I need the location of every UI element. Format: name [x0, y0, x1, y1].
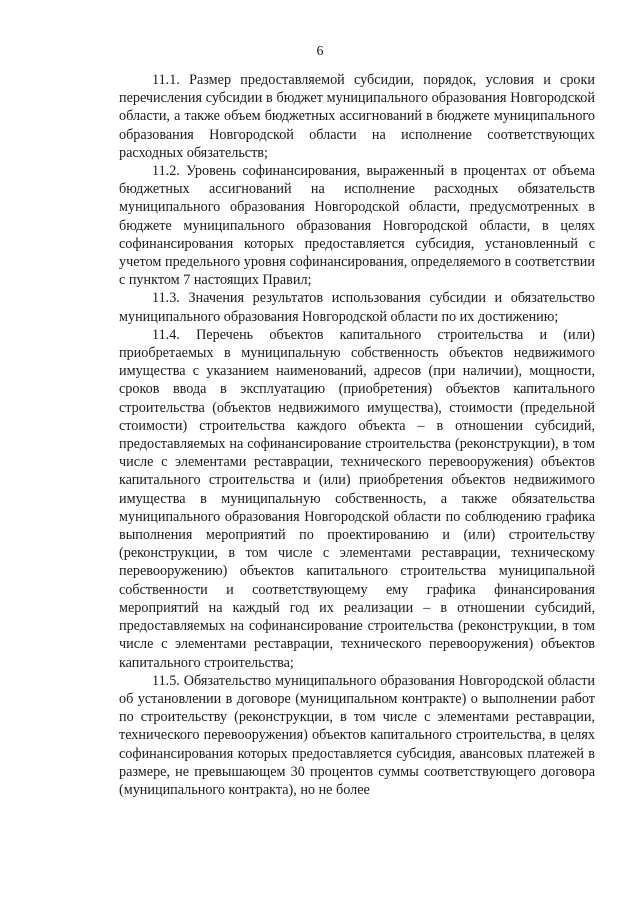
paragraph-11-1: 11.1. Размер предоставляемой субсидии, порядок, условия и сроки перечисления субсидии в бюджет муниципального образования Новгородской области, а также объем бюджетных ассигнований в бюджете муниципального образования Новгородской области на исполнение соответствующих расходных обязательств;	[119, 72, 595, 161]
paragraph-11-4: 11.4. Перечень объектов капитального строительства и (или) приобретаемых в муниципальную собственность объектов недвижимого имущества с указанием наименований, адресов (при наличии), мощности, сроков ввода в эксплуатацию (приобретения) объектов капитального строительства (объектов недвижимого имущества), стоимости (предельной стоимости) строительства каждого объекта – в отношении субсидий, предоставляемых на софинансирование строительства (реконструкции), в том числе с элементами реставрации, технического перевооружения) объектов капитального строительства и (или) приобретения объектов недвижимого имущества в муниципальную собственность, а также обязательства муниципального образования Новгородской области по соблюдению графика выполнения мероприятий по проектированию и (или) строительству (реконструкции, в том числе с элементами реставрации, техническому перевооружению) объектов капитального строительства муниципальной собственности и соответствующему ему графика финансирования мероприятий на каждый год их реализации – в отношении субсидий, предоставляемых на софинансирование строительства (реконструкции, в том числе с элементами реставрации, технического перевооружения) объектов капитального строительства;	[119, 326, 595, 671]
paragraph-11-5: 11.5. Обязательство муниципального образования Новгородской области об установлении в договоре (муниципальном контракте) о выполнении работ по строительству (реконструкции, в том числе с элементами реставрации, технического перевооружения) объектов капитального строительства, в целях софинансирования которых предоставляется субсидия, авансовых платежей в размере, не превышающем 30 процентов суммы соответствующего договора (муниципального контракта), но не более	[119, 672, 595, 798]
document-body	[119, 71, 595, 799]
paragraph-11-2: 11.2. Уровень софинансирования, выраженный в процентах от объема бюджетных ассигнований на исполнение расходных обязательств муниципального образования Новгородской области, предусмотренных в бюджете муниципального образования Новгородской области, в целях софинансирования которых предоставляется субсидия, установленный с учетом предельного уровня софинансирования, определяемого в соответствии с пунктом 7 настоящих Правил;	[119, 163, 595, 289]
page-number: 6	[316, 44, 324, 59]
paragraph-11-3: 11.3. Значения результатов использования субсидии и обязательство муниципального образования Новгородской области по их достижению;	[119, 290, 595, 325]
